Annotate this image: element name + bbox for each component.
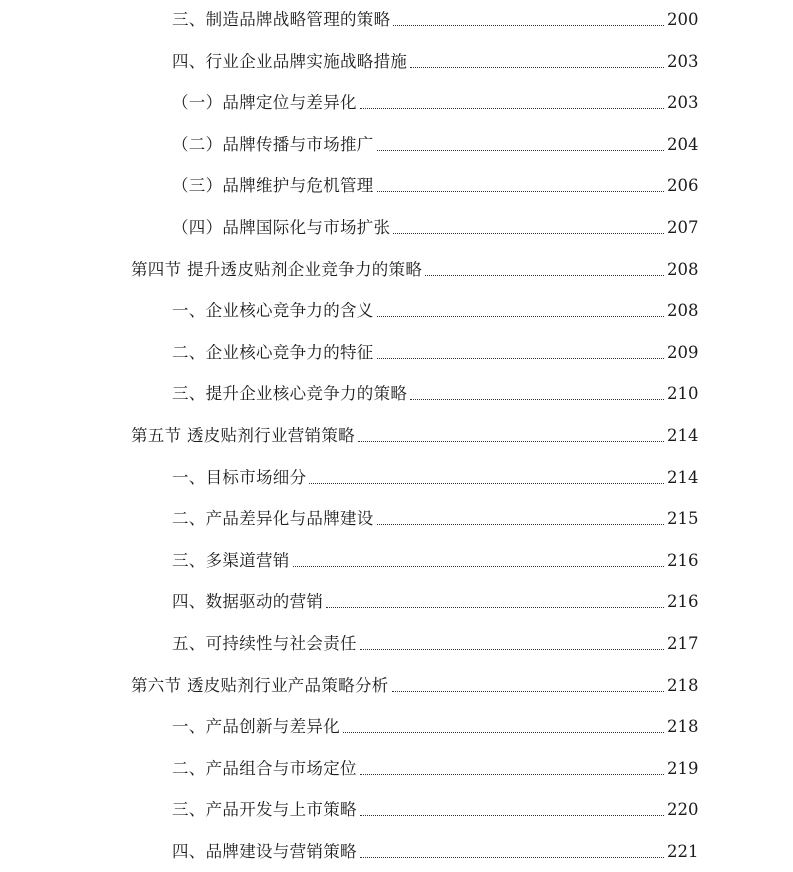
toc-entry-title: 第四节 提升透皮贴剂企业竞争力的策略 — [131, 259, 423, 279]
toc-leader-dots — [377, 357, 664, 359]
toc-section-entry[interactable] — [0, 250, 793, 280]
toc-leader-dots — [377, 190, 664, 192]
toc-leader-dots — [360, 107, 664, 109]
toc-entry-page: 206 — [667, 176, 699, 196]
toc-entry[interactable] — [0, 499, 793, 529]
toc-entry[interactable] — [0, 125, 793, 155]
toc-entry-page: 209 — [667, 342, 699, 362]
toc-entry[interactable] — [0, 749, 793, 779]
toc-section-entry[interactable] — [0, 416, 793, 446]
toc-leader-dots — [425, 274, 664, 276]
toc-leader-dots — [360, 648, 664, 650]
toc-entry-page: 215 — [667, 509, 699, 529]
toc-entry[interactable] — [0, 582, 793, 612]
toc-entry[interactable] — [0, 83, 793, 113]
toc-leader-dots — [309, 482, 664, 484]
toc-leader-dots — [377, 315, 664, 317]
toc-leader-dots — [393, 232, 664, 234]
toc-entry-title: 四、数据驱动的营销 — [172, 592, 324, 612]
toc-entry[interactable] — [0, 541, 793, 571]
toc-leader-dots — [377, 523, 664, 525]
toc-leader-dots — [377, 149, 664, 151]
toc-leader-dots — [393, 24, 664, 26]
toc-entry-page: 208 — [667, 301, 699, 321]
toc-leader-dots — [358, 440, 664, 442]
toc-entry-page: 214 — [667, 426, 699, 445]
toc-entry-page: 218 — [667, 717, 699, 737]
toc-section-entry[interactable] — [0, 666, 793, 696]
toc-entry-title: 二、产品差异化与品牌建设 — [172, 509, 374, 529]
toc-entry-page: 214 — [667, 467, 699, 487]
toc-entry[interactable] — [0, 832, 793, 862]
toc-entry-title: 第五节 透皮贴剂行业营销策略 — [131, 426, 355, 445]
toc-entry[interactable] — [0, 374, 793, 404]
toc-entry-title: （二）品牌传播与市场推广 — [172, 134, 374, 154]
toc-leader-dots — [360, 773, 664, 775]
toc-entry-title: 三、多渠道营销 — [172, 550, 290, 570]
toc-entry[interactable] — [0, 707, 793, 737]
toc-leader-dots — [360, 814, 664, 816]
toc-entry[interactable] — [0, 333, 793, 363]
toc-entry-title: 一、目标市场细分 — [172, 467, 307, 487]
toc-entry-title: 三、制造品牌战略管理的策略 — [172, 10, 391, 29]
toc-entry[interactable] — [0, 42, 793, 72]
toc-entry-page: 208 — [667, 259, 699, 279]
toc-leader-dots — [410, 66, 664, 68]
toc-entry[interactable] — [0, 208, 793, 238]
toc-entry-title: 四、行业企业品牌实施战略措施 — [172, 51, 408, 71]
toc-entry-title: （四）品牌国际化与市场扩张 — [172, 218, 391, 237]
toc-entry-title: 一、产品创新与差异化 — [172, 717, 340, 737]
toc-leader-dots — [410, 398, 664, 400]
toc-entry-page: 203 — [667, 51, 699, 71]
toc-entry[interactable] — [0, 790, 793, 820]
toc-entry[interactable] — [0, 0, 793, 30]
toc-entry-title: 三、提升企业核心竞争力的策略 — [172, 384, 408, 404]
toc-entry-page: 218 — [667, 675, 699, 695]
toc-entry-page: 207 — [667, 218, 699, 237]
toc-leader-dots — [343, 731, 664, 733]
toc-leader-dots — [392, 690, 664, 692]
toc-entry-page: 210 — [667, 384, 699, 404]
toc-entry-page: 200 — [667, 10, 699, 29]
toc-entry-page: 216 — [667, 550, 699, 570]
toc-leader-dots — [360, 856, 664, 858]
toc-entry[interactable] — [0, 291, 793, 321]
toc-entry-title: （三）品牌维护与危机管理 — [172, 176, 374, 196]
toc-entry-title: 二、产品组合与市场定位 — [172, 758, 357, 778]
toc-entry-title: 三、产品开发与上市策略 — [172, 800, 357, 820]
toc-entry-page: 219 — [667, 758, 699, 778]
toc-leader-dots — [326, 606, 664, 608]
toc-entry-page: 217 — [667, 634, 699, 653]
toc-entry[interactable] — [0, 166, 793, 196]
toc-entry-title: 五、可持续性与社会责任 — [172, 634, 357, 653]
toc-entry-title: 四、品牌建设与营销策略 — [172, 842, 357, 861]
toc-entry-page: 220 — [667, 800, 699, 820]
toc-entry[interactable] — [0, 624, 793, 654]
toc-entry-page: 203 — [667, 93, 699, 113]
toc-entry-page: 221 — [667, 842, 699, 861]
toc-entry-title: （一）品牌定位与差异化 — [172, 93, 357, 113]
toc-entry-title: 第六节 透皮贴剂行业产品策略分析 — [131, 675, 389, 695]
toc-entry-page: 204 — [667, 134, 699, 154]
toc-entry[interactable] — [0, 458, 793, 488]
toc-entry-page: 216 — [667, 592, 699, 612]
toc-leader-dots — [293, 565, 664, 567]
toc-entry-title: 二、企业核心竞争力的特征 — [172, 342, 374, 362]
toc-entry-title: 一、企业核心竞争力的含义 — [172, 301, 374, 321]
